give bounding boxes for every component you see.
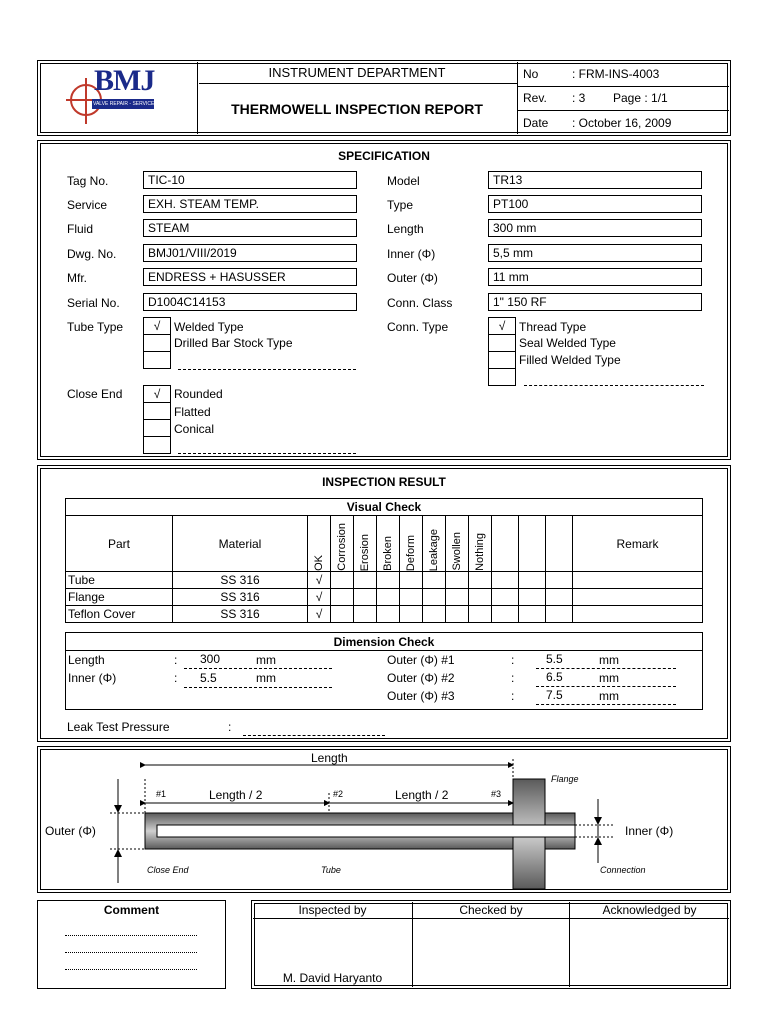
dim-value[interactable]: 5.5 [546, 652, 563, 666]
tube-type-checkbox[interactable] [143, 351, 171, 369]
rev-label: Rev. [523, 91, 547, 105]
visual-check-table [65, 498, 703, 623]
close-end-checkbox[interactable] [143, 402, 171, 420]
close-end-checkbox[interactable]: √ [143, 385, 171, 403]
spec-label: Service [67, 198, 108, 212]
conn-type-checkbox[interactable] [488, 368, 516, 386]
leak-test-underline[interactable] [243, 735, 385, 736]
close-end-other-line [178, 453, 356, 454]
comment-line[interactable] [65, 935, 197, 936]
dim-underline [536, 668, 676, 669]
leak-test-colon: : [228, 720, 232, 734]
dim-colon: : [511, 689, 515, 703]
spec-label: Serial No. [67, 296, 120, 310]
part-cell: Teflon Cover [66, 606, 173, 623]
tube-type-option: Drilled Bar Stock Type [174, 336, 293, 350]
conn-type-other-line [524, 385, 704, 386]
inspected-by-label: Inspected by [298, 903, 367, 917]
dim-colon: : [511, 671, 515, 685]
header-hline-3 [517, 110, 729, 111]
close-end-checkbox[interactable] [143, 419, 171, 437]
dim-underline [536, 704, 676, 705]
dim-unit: mm [599, 689, 619, 703]
dim-unit: mm [599, 653, 619, 667]
part-cell: Tube [66, 572, 173, 589]
diagram-outer-label: Outer (Φ) [45, 824, 96, 838]
spec-label: Outer (Φ) [387, 271, 438, 285]
conn-class-field[interactable]: 1" 150 RF [488, 293, 702, 311]
dim-underline [184, 668, 332, 669]
diagram-point-2: #2 [333, 789, 344, 799]
doc-no-value: : FRM-INS-4003 [572, 67, 660, 81]
logo-tagline: VALVE REPAIR - SERVICE - SUPPLY [93, 101, 179, 107]
spec-label: Inner (Φ) [387, 247, 436, 261]
dimension-check-divider [65, 650, 703, 651]
spec-label: Dwg. No. [67, 247, 117, 261]
close-end-checkbox[interactable] [143, 436, 171, 454]
check-header-erosion: Erosion [354, 516, 377, 572]
check-header-nothing: Nothing [469, 516, 492, 572]
dim-unit: mm [256, 671, 276, 685]
spec-label: Type [387, 198, 414, 212]
dim-label: Length [68, 653, 105, 667]
logo-text: BMJ [94, 64, 155, 97]
model-field[interactable]: TR13 [488, 171, 702, 189]
table-row [66, 606, 703, 623]
diagram-flange-label: Flange [551, 774, 579, 784]
tube-type-label: Tube Type [67, 320, 124, 334]
tube-type-checkbox[interactable] [143, 334, 171, 352]
conn-type-checkbox[interactable] [488, 334, 516, 352]
dim-label: Outer (Φ) #2 [387, 671, 455, 685]
dwg-no-field[interactable]: BMJ01/VIII/2019 [143, 244, 357, 262]
spec-label: Model [387, 174, 420, 188]
conn-type-option: Thread Type [519, 320, 587, 334]
dim-label: Outer (Φ) #1 [387, 653, 455, 667]
conn-type-option: Filled Welded Type [519, 353, 621, 367]
tube-type-checkbox[interactable]: √ [143, 317, 171, 335]
dim-label: Outer (Φ) #3 [387, 689, 455, 703]
conn-type-checkbox[interactable]: √ [488, 317, 516, 335]
specification-title: SPECIFICATION [338, 149, 430, 163]
header-hline [199, 83, 517, 84]
comment-line[interactable] [65, 969, 197, 970]
ok-cell[interactable]: √ [308, 606, 331, 623]
spec-label: Fluid [67, 222, 94, 236]
dim-unit: mm [256, 653, 276, 667]
table-row [66, 572, 703, 589]
diagram-point-1: #1 [156, 789, 167, 799]
tag-no-field[interactable]: TIC-10 [143, 171, 357, 189]
ok-cell[interactable]: √ [308, 589, 331, 606]
table-row [66, 589, 703, 606]
diagram-close-end-label: Close End [147, 865, 189, 875]
spec-label: Length [387, 222, 424, 236]
conn-type-label: Conn. Type [387, 320, 449, 334]
tube-type-option: Welded Type [174, 320, 244, 334]
check-header-leakage: Leakage [423, 516, 446, 572]
remark-cell[interactable] [573, 589, 703, 606]
remark-cell[interactable] [573, 606, 703, 623]
check-header-blank [492, 516, 519, 572]
conn-type-option: Seal Welded Type [519, 336, 616, 350]
check-header-swollen: Swollen [446, 516, 469, 572]
check-header-blank [546, 516, 573, 572]
diagram-length-label: Length [311, 751, 348, 765]
close-end-option: Flatted [174, 405, 211, 419]
dim-underline [184, 687, 332, 688]
date-value: : October 16, 2009 [572, 116, 672, 130]
header-hline-2 [517, 86, 729, 87]
header-divider-2 [517, 62, 518, 134]
diagram-inner-label: Inner (Φ) [625, 824, 674, 838]
material-cell: SS 316 [173, 606, 308, 623]
visual-check-title: Visual Check [66, 499, 703, 516]
rev-value: : 3 [572, 91, 586, 105]
remark-cell[interactable] [573, 572, 703, 589]
part-cell: Flange [66, 589, 173, 606]
check-header-corrosion: Corrosion [331, 516, 354, 572]
diagram-half-label: Length / 2 [209, 788, 263, 802]
remark-header: Remark [573, 516, 703, 572]
check-header-ok: OK [308, 516, 331, 572]
dim-colon: : [174, 671, 178, 685]
diagram-point-3: #3 [491, 789, 502, 799]
serial-no-field[interactable]: D1004C14153 [143, 293, 357, 311]
check-header-broken: Broken [377, 516, 400, 572]
mfr-field[interactable]: ENDRESS + HASUSSER [143, 268, 357, 286]
leak-test-label: Leak Test Pressure [67, 720, 170, 734]
dim-label: Inner (Φ) [68, 671, 117, 685]
comment-line[interactable] [65, 952, 197, 953]
material-cell: SS 316 [173, 589, 308, 606]
ok-cell[interactable]: √ [308, 572, 331, 589]
outer-field[interactable]: 11 mm [488, 268, 702, 286]
dim-value[interactable]: 7.5 [546, 688, 563, 702]
acknowledged-by-label: Acknowledged by [602, 903, 697, 917]
material-cell: SS 316 [173, 572, 308, 589]
service-field[interactable]: EXH. STEAM TEMP. [143, 195, 357, 213]
comment-label: Comment [103, 903, 160, 917]
close-end-option: Rounded [174, 387, 223, 401]
page-value: Page : 1/1 [613, 91, 668, 105]
dimension-check-title: Dimension Check [333, 635, 435, 649]
date-label: Date [523, 116, 549, 130]
dim-value[interactable]: 5.5 [200, 671, 217, 685]
dim-colon: : [511, 653, 515, 667]
material-header: Material [173, 516, 308, 572]
tube-type-other-line [178, 369, 356, 370]
doc-no-label: No [523, 67, 539, 81]
close-end-option: Conical [174, 422, 215, 436]
check-header-blank [519, 516, 546, 572]
length-field[interactable]: 300 mm [488, 219, 702, 237]
fluid-field[interactable]: STEAM [143, 219, 357, 237]
close-end-label: Close End [67, 387, 123, 401]
inner-field[interactable]: 5,5 mm [488, 244, 702, 262]
part-header: Part [66, 516, 173, 572]
inspector-name: M. David Haryanto [282, 971, 383, 985]
spec-label: Mfr. [67, 271, 87, 285]
dim-unit: mm [599, 671, 619, 685]
diagram-connection-label: Connection [600, 865, 646, 875]
spec-label: Tag No. [67, 174, 109, 188]
type-field[interactable]: PT100 [488, 195, 702, 213]
department-label: INSTRUMENT DEPARTMENT [268, 65, 446, 80]
check-header-deform: Deform [400, 516, 423, 572]
dim-value[interactable]: 300 [200, 652, 221, 666]
conn-type-checkbox[interactable] [488, 351, 516, 369]
dim-colon: : [174, 653, 178, 667]
header-divider-1 [197, 62, 198, 134]
dim-underline [536, 686, 676, 687]
inspection-title: INSPECTION RESULT [322, 475, 446, 489]
dim-value[interactable]: 6.5 [546, 670, 563, 684]
checked-by-label: Checked by [459, 903, 523, 917]
diagram-half-label: Length / 2 [395, 788, 449, 802]
report-title: THERMOWELL INSPECTION REPORT [231, 101, 483, 117]
spec-label: Conn. Class [387, 296, 453, 310]
signature-header-line [253, 918, 729, 919]
diagram-tube-label: Tube [321, 865, 341, 875]
